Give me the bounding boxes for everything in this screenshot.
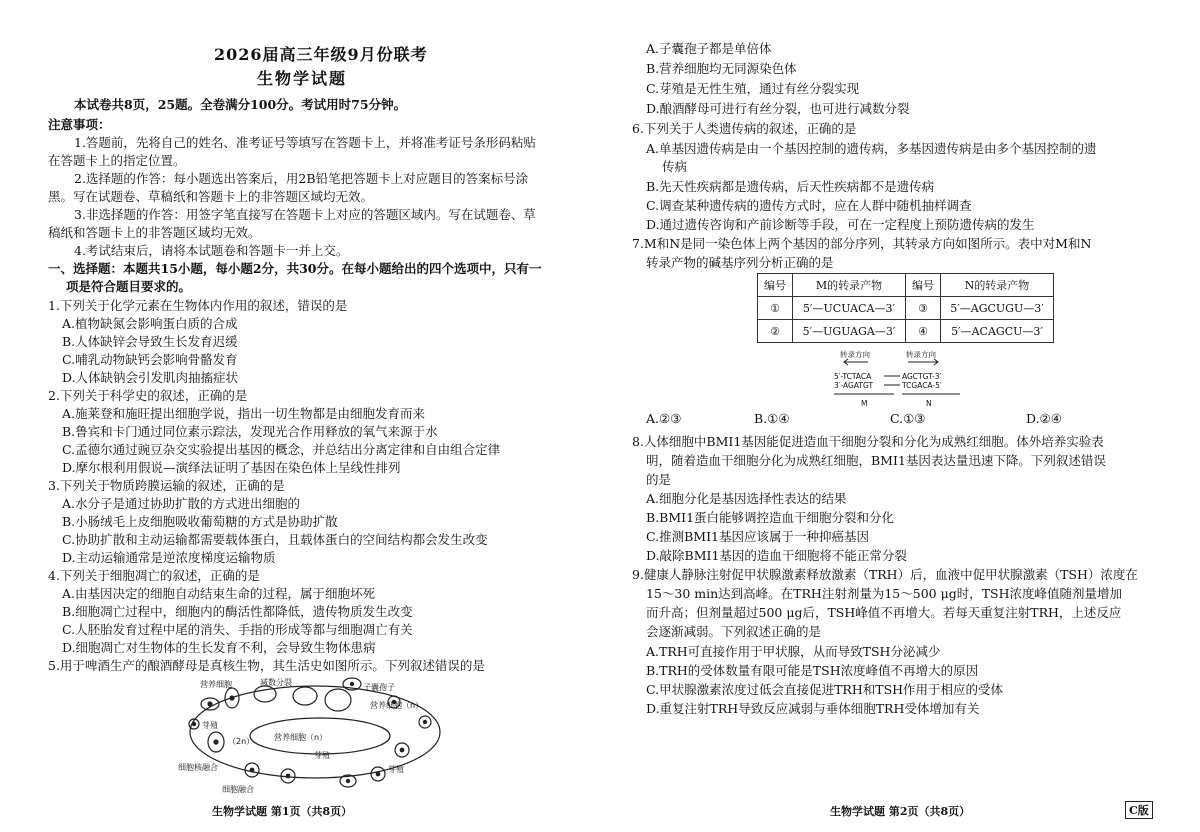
q1-option: C.哺乳动物缺钙会影响骨骼发育 (62, 352, 238, 367)
table-cell: ④ (906, 320, 941, 343)
notes-heading: 注意事项： (48, 117, 111, 132)
q8-stem-cont: 明，随着造血干细胞分化为成熟红细胞，BMI1基因表达量迅速下降。下列叙述错误 (646, 453, 1106, 468)
q6-option: C.调查某种遗传病的遗传方式时，应在人群中随机抽样调查 (646, 198, 972, 213)
q3-option: C.协助扩散和主动运输都需要载体蛋白，且载体蛋白的空间结构都会发生改变 (62, 532, 488, 547)
note-line: 2.选择题的作答：每小题选出答案后，用2B铅笔把答题卡上对应题目的答案标号涂 (74, 171, 529, 186)
note-line: 1.答题前，先将自己的姓名、准考证号等填写在答题卡上，并将准考证号条形码粘贴 (74, 135, 536, 150)
q8-option: B.BMI1蛋白能够调控造血干细胞分裂和分化 (646, 510, 895, 525)
table-cell: 5′—UGUAGA—3′ (793, 320, 906, 343)
q5-option: A.子囊孢子都是单倍体 (646, 41, 772, 56)
q5-stem: 5.用于啤酒生产的酿酒酵母是真核生物，其生活史如图所示。下列叙述错误的是 (48, 658, 485, 673)
q7-option: C.①③ (890, 411, 926, 426)
table-cell: 5′—ACAGCU—3′ (941, 320, 1054, 343)
exam-intro: 本试卷共8页，25题。全卷满分100分。考试用时75分钟。 (74, 97, 407, 112)
label-meiosis: 减数分裂 (260, 678, 292, 687)
q1-stem: 1.下列关于化学元素在生物体内作用的叙述，错误的是 (48, 298, 348, 313)
table-cell: ② (758, 320, 793, 343)
table-header: N的转录产物 (941, 274, 1054, 297)
label-cell-fusion: 细胞融合 (222, 785, 254, 794)
q8-stem-cont: 的是 (646, 472, 672, 487)
q1-option: B.人体缺锌会导致生长发育迟缓 (62, 334, 238, 349)
q8-option: A.细胞分化是基因选择性表达的结果 (646, 491, 847, 506)
table-header: M的转录产物 (793, 274, 906, 297)
q9-option: D.重复注射TRH导致反应减弱与垂体细胞TRH受体增加有关 (646, 701, 980, 716)
label-vegetative-cell-n-right: 营养细胞（n） (370, 701, 424, 710)
q9-stem-cont: 会逐渐减弱。下列叙述正确的是 (646, 624, 822, 639)
table-cell: 5′—UCUACA—3′ (793, 297, 906, 320)
q6-option: D.通过遗传咨询和产前诊断等手段，可在一定程度上预防遗传病的发生 (646, 217, 1035, 232)
label-2n: （2n） (228, 737, 255, 746)
q6-option-cont: 传病 (662, 159, 688, 174)
note-line: 黑。写在试题卷、草稿纸和答题卡上的非答题区域均无效。 (48, 189, 374, 204)
q1-option: D.人体缺钠会引发肌肉抽搐症状 (62, 370, 239, 385)
q6-stem: 6.下列关于人类遗传病的叙述，正确的是 (632, 121, 857, 136)
q5-option: D.酿酒酵母可进行有丝分裂，也可进行减数分裂 (646, 101, 910, 116)
table-cell: ③ (906, 297, 941, 320)
version-badge: C版 (1125, 801, 1153, 819)
yeast-life-cycle-diagram (170, 676, 460, 794)
label-gene-n: N (926, 399, 932, 408)
label-vegetative-cell-n-center: 营养细胞（n） (274, 733, 328, 742)
q7-option: B.①④ (754, 411, 790, 426)
q8-stem: 8.人体细胞中BMI1基因能促进造血干细胞分裂和分化为成熟红细胞。体外培养实验表 (632, 434, 1104, 449)
q2-option: B.鲁宾和卡门通过同位素示踪法，发现光合作用释放的氧气来源于水 (62, 424, 438, 439)
table-cell: ① (758, 297, 793, 320)
q7-stem-cont: 转录产物的碱基序列分析正确的是 (646, 255, 834, 270)
label-gene-m: M (861, 399, 868, 408)
q7-option: A.②③ (646, 411, 682, 426)
label-budding-right: 芽殖 (388, 765, 404, 774)
q6-option: A.单基因遗传病是由一个基因控制的遗传病，多基因遗传病是由多个基因控制的遗 (646, 141, 1097, 156)
q4-option: A.由基因决定的细胞自动结束生命的过程，属于细胞坏死 (62, 586, 376, 601)
label-transcription-direction-m: 转录方向 (840, 350, 870, 359)
q7-stem: 7.M和N是同一染色体上两个基因的部分序列，其转录方向如图所示。表中对M和N (632, 236, 1092, 251)
note-line: 4.考试结束后，请将本试题卷和答题卡一并上交。 (74, 243, 349, 258)
exam-subtitle: 生物学试题 (257, 69, 348, 88)
q3-stem: 3.下列关于物质跨膜运输的叙述，正确的是 (48, 478, 285, 493)
q9-stem: 9.健康人静脉注射促甲状腺激素释放激素（TRH）后，血液中促甲状腺激素（TSH）浓度在 (632, 567, 1138, 582)
label-budding-center: 芽殖 (314, 751, 330, 760)
q6-option: B.先天性疾病都是遗传病，后天性疾病都不是遗传病 (646, 179, 935, 194)
dna-transcription-figure (828, 348, 968, 410)
note-line: 稿纸和答题卡上的非答题区域均无效。 (48, 225, 261, 240)
label-nuclear-fusion: 细胞核融合 (178, 763, 218, 772)
q7-transcript-table (757, 273, 1054, 343)
label-ascospore: 子囊孢子 (363, 683, 395, 692)
dna-strand-m-top: 5′-TCTACA (834, 372, 872, 381)
q4-option: C.人胚胎发育过程中尾的消失、手指的形成等都与细胞凋亡有关 (62, 622, 413, 637)
q9-stem-cont: 15～30 min达到高峰。在TRH注射剂量为15～500 μg时，TSH浓度峰值随剂量增加 (646, 586, 1123, 601)
page-footer-left: 生物学试题 第1页（共8页） (212, 805, 353, 818)
label-vegetative-cell: 营养细胞 (200, 680, 232, 689)
q1-option: A.植物缺氮会影响蛋白质的合成 (62, 316, 238, 331)
dna-strand-n-bottom: TCGACA-5′ (902, 381, 942, 390)
q9-stem-cont: 而升高；但剂量超过500 μg后，TSH峰值不再增大。若每天重复注射TRH，上述反应 (646, 605, 1122, 620)
dna-strand-m-bottom: 3′-AGATGT (834, 381, 874, 390)
section-heading: 一、选择题：本题共15小题，每小题2分，共30分。在每小题给出的四个选项中，只有一 (48, 261, 542, 276)
q3-option: A.水分子是通过协助扩散的方式进出细胞的 (62, 496, 301, 511)
q4-option: D.细胞凋亡对生物体的生长发育不利，会导致生物体患病 (62, 640, 376, 655)
q2-option: A.施莱登和施旺提出细胞学说，指出一切生物都是由细胞发育而来 (62, 406, 426, 421)
q8-option: C.推测BMI1基因应该属于一种抑癌基因 (646, 529, 869, 544)
table-header: 编号 (758, 274, 793, 297)
table-header-row (758, 274, 1054, 297)
q2-option: D.摩尔根利用假说—演绎法证明了基因在染色体上呈线性排列 (62, 460, 401, 475)
q5-option: B.营养细胞均无同源染色体 (646, 61, 797, 76)
section-heading-cont: 项是符合题目要求的。 (66, 279, 192, 294)
page-footer-right: 生物学试题 第2页（共8页） (830, 805, 971, 818)
q7-option: D.②④ (1026, 411, 1062, 426)
q9-option: C.甲状腺激素浓度过低会直接促进TRH和TSH作用于相应的受体 (646, 682, 1004, 697)
dna-strand-n-top: AGCTGT-3′ (902, 372, 942, 381)
table-header: 编号 (906, 274, 941, 297)
q9-option: B.TRH的受体数量有限可能是TSH浓度峰值不再增大的原因 (646, 663, 979, 678)
table-row (758, 320, 1054, 343)
table-cell: 5′—AGCUGU—3′ (941, 297, 1054, 320)
q9-option: A.TRH可直接作用于甲状腺，从而导致TSH分泌减少 (646, 644, 941, 659)
label-budding-left: 芽殖 (202, 721, 218, 730)
q8-option: D.敲除BMI1基因的造血干细胞将不能正常分裂 (646, 548, 907, 563)
label-transcription-direction-n: 转录方向 (906, 350, 936, 359)
q2-option: C.孟德尔通过豌豆杂交实验提出基因的概念，并总结出分离定律和自由组合定律 (62, 442, 501, 457)
q4-stem: 4.下列关于细胞凋亡的叙述，正确的是 (48, 568, 260, 583)
q4-option: B.细胞凋亡过程中，细胞内的酶活性都降低，遗传物质发生改变 (62, 604, 413, 619)
q5-option: C.芽殖是无性生殖，通过有丝分裂实现 (646, 81, 860, 96)
q3-option: B.小肠绒毛上皮细胞吸收葡萄糖的方式是协助扩散 (62, 514, 338, 529)
q3-option: D.主动运输通常是逆浓度梯度运输物质 (62, 550, 276, 565)
table-row (758, 297, 1054, 320)
note-line: 3.非选择题的作答：用签字笔直接写在答题卡上对应的答题区域内。写在试题卷、草 (74, 207, 536, 222)
note-line: 在答题卡上的指定位置。 (48, 153, 186, 168)
exam-title: 2026届高三年级9月份联考 (214, 45, 428, 64)
q2-stem: 2.下列关于科学史的叙述，正确的是 (48, 388, 248, 403)
